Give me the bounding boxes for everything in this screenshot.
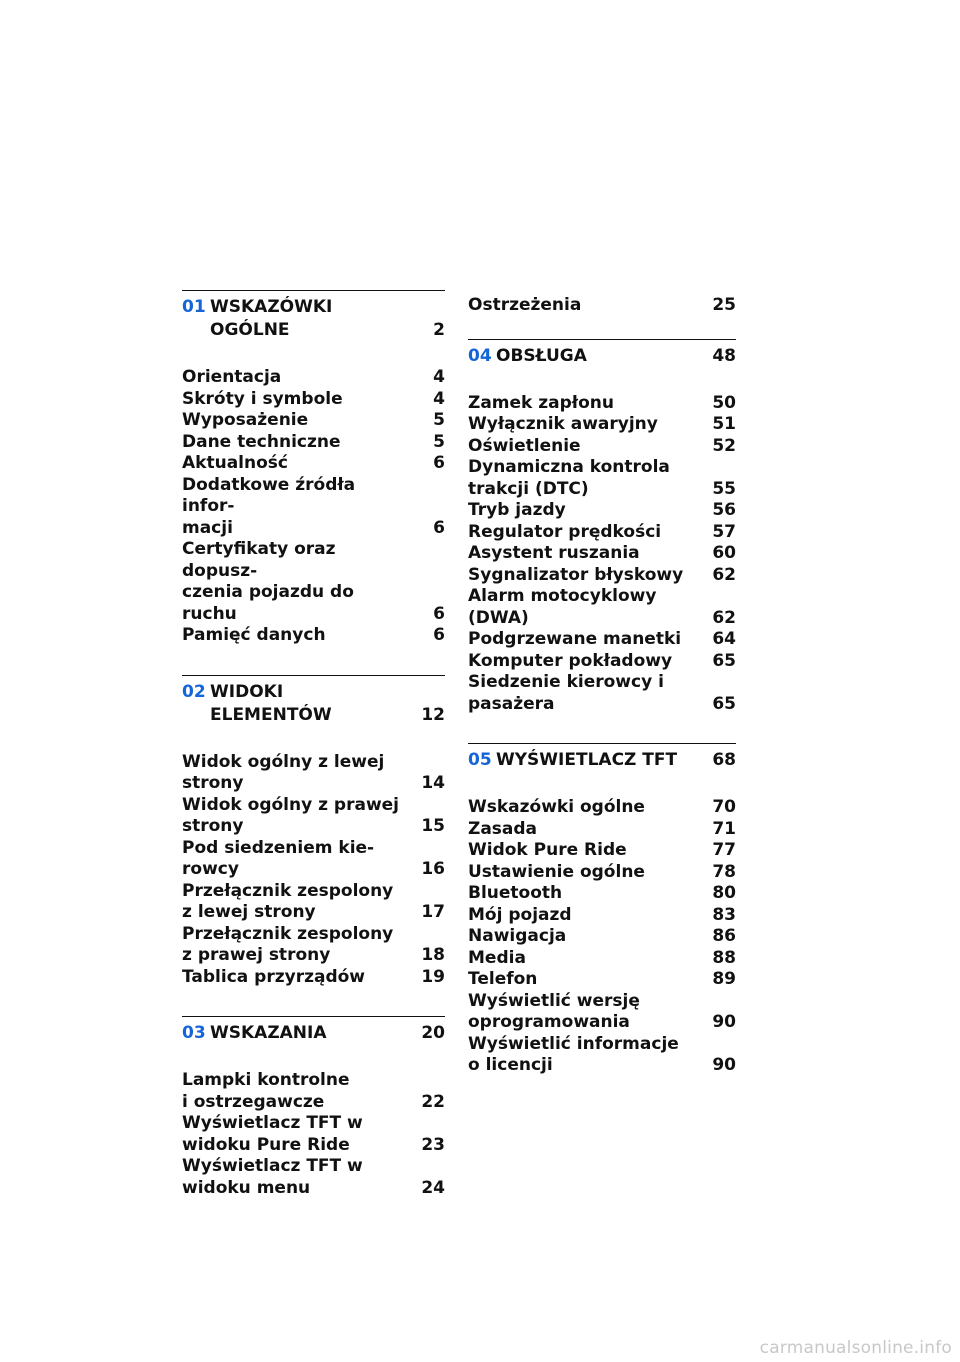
toc-entry-page-number: 19 (421, 966, 445, 987)
toc-entry-page-number: 15 (421, 816, 445, 836)
section-heading[interactable] (182, 681, 445, 727)
toc-entry[interactable] (468, 414, 736, 436)
toc-entry-label: Zamek zapłonu (468, 392, 614, 413)
toc-entry[interactable] (468, 883, 736, 905)
toc-entry-page-number: 71 (712, 818, 736, 839)
toc-entry-label: Dane techniczne (182, 431, 341, 452)
toc-entry-page-number: 55 (712, 478, 736, 499)
section-number: 05 (468, 750, 492, 770)
toc-entry-label: Wyposażenie (182, 410, 309, 430)
toc-entry-page-number: 56 (712, 500, 736, 520)
toc-entry-page-number: 80 (712, 883, 736, 903)
toc-section-04 (468, 339, 736, 716)
toc-entry[interactable] (468, 565, 736, 587)
section-heading[interactable] (182, 1022, 445, 1045)
toc-entry[interactable] (468, 948, 736, 970)
toc-entry-page-number: 50 (712, 392, 736, 413)
toc-entry[interactable] (182, 1156, 445, 1199)
toc-entry[interactable] (182, 410, 445, 432)
toc-entry-page-number: 14 (421, 773, 445, 793)
watermark-text: carmanualsonline.info (759, 1338, 952, 1358)
section-heading[interactable] (468, 345, 736, 368)
toc-entry-label: Telefon (468, 969, 538, 989)
section-title: WSKAZANIA (210, 1023, 327, 1043)
toc-left-column (182, 290, 445, 1199)
toc-section-02 (182, 675, 445, 989)
toc-entry[interactable] (182, 838, 445, 881)
toc-entry-page-number: 90 (712, 1012, 736, 1032)
section-heading[interactable] (182, 296, 445, 342)
toc-entry-label: Wyświetlacz TFT w widoku menu (182, 1156, 363, 1198)
toc-entry-label: Wyświetlacz TFT w widoku Pure Ride (182, 1113, 363, 1155)
toc-entry-page-number: 6 (433, 517, 445, 538)
toc-section-01 (182, 290, 445, 647)
toc-entry-label: Mój pojazd (468, 904, 572, 925)
section-entries (468, 797, 736, 1077)
section-title: OBSŁUGA (496, 345, 587, 366)
toc-entry[interactable] (182, 881, 445, 924)
toc-entry[interactable] (468, 393, 736, 415)
section-page-number: 20 (421, 1023, 445, 1043)
toc-entry[interactable] (468, 586, 736, 629)
toc-entry-page-number: 60 (712, 543, 736, 563)
toc-entry[interactable] (468, 1034, 736, 1077)
toc-section-03 (182, 1016, 445, 1199)
toc-entry[interactable] (468, 543, 736, 565)
toc-entry-label: Nawigacja (468, 926, 567, 946)
toc-entry-page-number: 23 (421, 1134, 445, 1155)
toc-entry-label: Tryb jazdy (468, 500, 566, 520)
toc-entry-page-number: 4 (433, 388, 445, 409)
toc-entry[interactable] (468, 672, 736, 715)
section-rule (182, 1016, 445, 1017)
toc-entry-page-number: 86 (712, 926, 736, 946)
toc-entry-label: Komputer pokładowy (468, 650, 673, 671)
section-title: WIDOKI ELEMENTÓW (210, 681, 332, 725)
toc-entry-label: Dynamiczna kontrola trakcji (DTC) (468, 457, 670, 499)
section-entries (468, 295, 736, 317)
section-number: 04 (468, 345, 492, 366)
toc-entry-label: Sygnalizator błyskowy (468, 564, 684, 585)
toc-entry-page-number: 5 (433, 431, 445, 452)
toc-entry-label: Orientacja (182, 367, 282, 387)
toc-entry[interactable] (182, 1070, 445, 1113)
toc-entry-label: Widok ogólny z prawej strony (182, 794, 400, 836)
toc-entry-page-number: 22 (421, 1091, 445, 1112)
toc-entry-label: Pamięć danych (182, 625, 326, 645)
toc-entry[interactable] (182, 389, 445, 411)
section-rule (182, 290, 445, 291)
section-number: 03 (182, 1023, 206, 1043)
toc-entry-page-number: 70 (712, 797, 736, 817)
toc-entry-label: Zasada (468, 818, 538, 839)
toc-entry-page-number: 83 (712, 904, 736, 925)
toc-entry[interactable] (182, 625, 445, 647)
toc-entry-page-number: 65 (712, 693, 736, 714)
toc-entry[interactable] (468, 991, 736, 1034)
toc-section-05 (468, 743, 736, 1077)
toc-entry[interactable] (182, 432, 445, 454)
toc-entry-page-number: 18 (421, 945, 445, 965)
section-entries (182, 367, 445, 647)
toc-entry[interactable] (182, 967, 445, 989)
section-heading[interactable] (468, 749, 736, 772)
section-page-number: 68 (712, 750, 736, 770)
toc-entry-label: Asystent ruszania (468, 543, 640, 563)
toc-entry-label: Przełącznik zespolony z prawej strony (182, 923, 394, 965)
toc-entry-page-number: 64 (712, 629, 736, 649)
toc-entry[interactable] (468, 840, 736, 862)
toc-section-03-continued (468, 295, 736, 317)
toc-entry[interactable] (468, 500, 736, 522)
toc-entry[interactable] (468, 522, 736, 544)
toc-entry-page-number: 4 (433, 367, 445, 387)
toc-entry-label: Certyfikaty oraz dopusz- czenia pojazdu do ruchu (182, 539, 354, 624)
section-entries (468, 393, 736, 716)
toc-entry-page-number: 6 (433, 625, 445, 645)
toc-entry-label: Wskazówki ogólne (468, 797, 645, 817)
toc-entry[interactable] (468, 819, 736, 841)
toc-entry-label: Oświetlenie (468, 435, 581, 456)
toc-entry[interactable] (182, 367, 445, 389)
toc-entry-page-number: 6 (433, 453, 445, 473)
toc-entry-page-number: 62 (712, 607, 736, 628)
toc-entry-label: Tablica przyrządów (182, 966, 365, 987)
toc-entry-page-number: 62 (712, 564, 736, 585)
toc-entry-page-number: 17 (421, 902, 445, 922)
toc-entry-page-number: 6 (433, 603, 445, 624)
toc-entry[interactable] (468, 436, 736, 458)
section-page-number: 12 (421, 704, 445, 725)
toc-entry-page-number: 90 (712, 1055, 736, 1075)
section-page-number: 48 (712, 345, 736, 366)
toc-entry-page-number: 52 (712, 435, 736, 456)
toc-entry[interactable] (468, 969, 736, 991)
toc-entry[interactable] (182, 752, 445, 795)
toc-entry-label: Przełącznik zespolony z lewej strony (182, 880, 394, 922)
section-entries (182, 752, 445, 989)
section-number: 01 (182, 297, 206, 317)
toc-entry-page-number: 51 (712, 414, 736, 434)
toc-entry-label: Wyświetlić wersję oprogramowania (468, 990, 640, 1032)
toc-entry-page-number: 89 (712, 969, 736, 989)
toc-entry-page-number: 16 (421, 859, 445, 879)
section-number: 02 (182, 681, 206, 702)
toc-entry-page-number: 57 (712, 521, 736, 542)
toc-entry-label: Ustawienie ogólne (468, 861, 645, 882)
toc-right-column (468, 290, 736, 1077)
toc-entry[interactable] (182, 924, 445, 967)
toc-entry[interactable] (182, 453, 445, 475)
toc-entry[interactable] (182, 795, 445, 838)
toc-entry[interactable] (182, 1113, 445, 1156)
toc-entry-label: Regulator prędkości (468, 521, 662, 542)
section-title: WSKAZÓWKI OGÓLNE (210, 297, 333, 340)
toc-entry-label: Pod siedzeniem kie- rowcy (182, 837, 375, 879)
toc-entry[interactable] (182, 539, 445, 625)
toc-entry-label: Podgrzewane manetki (468, 629, 682, 649)
toc-entry-label: Ostrzeżenia (468, 295, 582, 315)
toc-entry-page-number: 88 (712, 947, 736, 968)
section-entries (182, 1070, 445, 1199)
toc-entry-label: Siedzenie kierowcy i pasażera (468, 672, 664, 714)
section-title: WYŚWIETLACZ TFT (496, 750, 678, 770)
toc-entry-label: Widok Pure Ride (468, 840, 627, 860)
toc-entry-page-number: 65 (712, 650, 736, 671)
toc-entry-page-number: 78 (712, 861, 736, 882)
toc-entry-label: Aktualność (182, 453, 288, 473)
section-rule (468, 743, 736, 744)
toc-entry[interactable] (468, 797, 736, 819)
toc-entry-label: Lampki kontrolne i ostrzegawcze (182, 1070, 350, 1112)
toc-entry-label: Widok ogólny z lewej strony (182, 751, 385, 793)
toc-entry[interactable] (468, 926, 736, 948)
toc-entry-page-number: 77 (712, 840, 736, 860)
toc-entry-label: Skróty i symbole (182, 388, 343, 409)
toc-entry-label: Media (468, 947, 526, 968)
section-rule (468, 339, 736, 340)
toc-entry[interactable] (468, 862, 736, 884)
toc-entry[interactable] (182, 475, 445, 540)
toc-entry-label: Bluetooth (468, 883, 563, 903)
toc-entry-label: Alarm motocyklowy (DWA) (468, 586, 657, 628)
toc-entry[interactable] (468, 457, 736, 500)
toc-entry[interactable] (468, 295, 736, 317)
toc-entry[interactable] (468, 651, 736, 673)
toc-entry-page-number: 25 (712, 295, 736, 315)
toc-entry-page-number: 5 (433, 410, 445, 430)
toc-entry-page-number: 24 (421, 1177, 445, 1198)
section-rule (182, 675, 445, 676)
toc-entry[interactable] (468, 905, 736, 927)
section-page-number: 2 (433, 320, 445, 340)
toc-entry-label: Wyłącznik awaryjny (468, 414, 658, 434)
toc-entry[interactable] (468, 629, 736, 651)
toc-entry-label: Wyświetlić informacje o licencji (468, 1033, 679, 1075)
toc-entry-label: Dodatkowe źródła infor- macji (182, 474, 356, 538)
